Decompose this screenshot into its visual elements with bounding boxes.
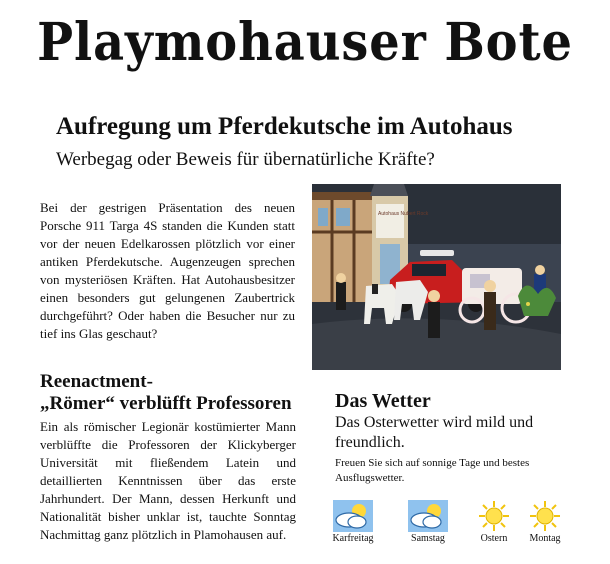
article2-body: Ein als römischer Legionär kostümierter Mann verblüffte die Professoren der Klickyberger Universität mit fließendem Latein und detaillierten Kenntnissen über das erste Jahrhundert. Der Mann, dessen Herkunft und Nationalität bisher unklar ist, tauchte Sonntag Nachmittag ganz plötzlich in Plamohausen auf. [40,419,296,542]
photo-sign-text: Autohaus Nubert Rock [378,211,429,217]
masthead-title: Playmohauser Bote [37,12,573,73]
forecast-day [515,500,575,545]
weather-note: Freuen Sie sich auf sonnige Tage und bestes Ausflugswetter. [335,457,530,484]
article-subhead: Werbegag oder Beweis für übernatürliche Kräfte? [56,149,435,170]
sun-icon [478,500,510,532]
forecast-day-label: Samstag [411,533,445,544]
weather-title: Das Wetter [335,390,431,412]
forecast-day-label: Montag [529,533,561,544]
article2-headline-line1: Reenactment- [40,371,153,392]
forecast-day-label: Karfreitag [332,533,374,544]
forecast-day [323,500,383,545]
article-photo [312,184,561,370]
weather-summary: Das Osterwetter wird mild und freundlich. [335,414,534,451]
forecast-day [398,500,458,545]
photo-illustration [312,184,561,370]
partly-cloudy-icon [408,500,448,532]
article2-headline-line2: „Römer“ verblüfft Professoren [40,393,292,414]
forecast-day-label: Ostern [480,533,508,544]
article-lead-text: Bei der gestrigen Präsentation des neuen Porsche 911 Targa 4S standen die Kunden statt vor der neuen Edelkarossen plötzlich vor einer antiken Pferdekutsche. Augenzeugen sprechen von mysteriösen Kräften. Hat Autohausbesitzer einen besonders gut gelungenen Zaubertrick durchgeführt? Oder haben die Besucher nur zu tief ins Glas geschaut? [40,200,295,341]
article2-headline [40,371,330,415]
partly-cloudy-icon [333,500,373,532]
article-headline: Aufregung um Pferdekutsche im Autohaus [56,113,513,140]
sun-icon [529,500,561,532]
